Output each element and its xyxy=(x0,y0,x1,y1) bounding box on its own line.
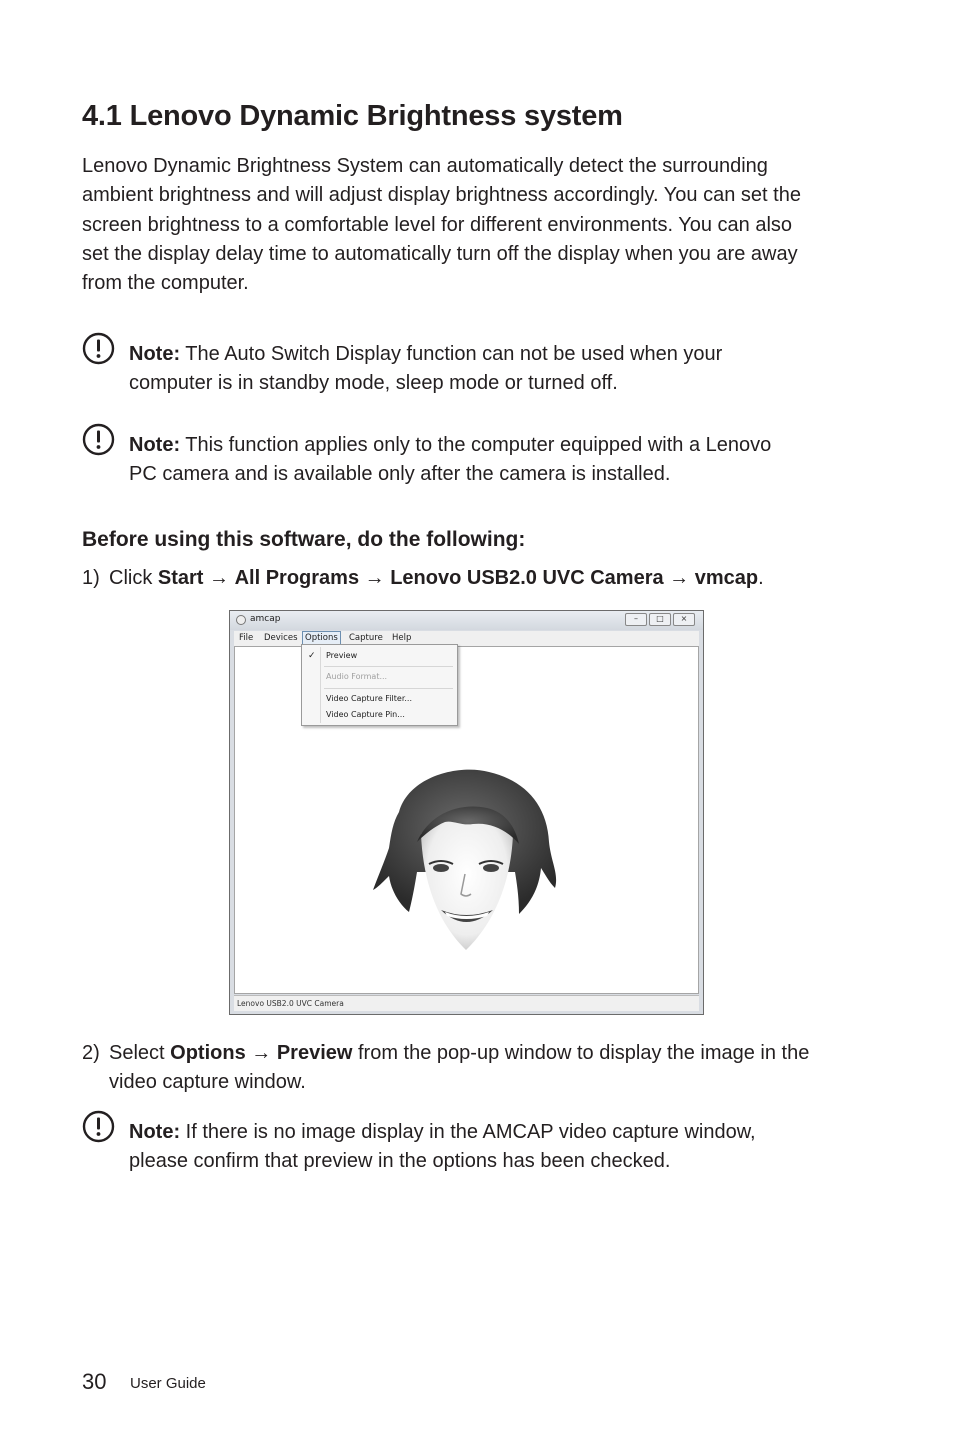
menu-devices: Devices xyxy=(264,633,298,643)
attention-icon xyxy=(82,1110,115,1143)
note-text: Note: The Auto Switch Display function can not be used when your computer is in standby mode, sleep mode or turned off. xyxy=(129,343,723,394)
note-label: Note: xyxy=(129,1121,181,1143)
step-text: Select Options → Preview from the pop-up window to display the image in the video capture window. xyxy=(109,1042,810,1093)
dropdown-item-video-capture-filter: Video Capture Filter... xyxy=(326,694,413,703)
menu-capture: Capture xyxy=(349,633,383,643)
footer-label: User Guide xyxy=(130,1375,206,1392)
menu-help: Help xyxy=(392,633,412,643)
intro-line: ambient brightness and will adjust display brightness accordingly. You can set the xyxy=(82,184,801,207)
note-text: Note: This function applies only to the computer equipped with a Lenovo PC camera and is available only after the camera is installed. xyxy=(129,434,772,485)
check-icon: ✓ xyxy=(308,651,316,661)
dropdown-item-preview: Preview xyxy=(326,651,358,660)
attention-icon xyxy=(82,423,115,456)
close-button: × xyxy=(673,613,695,626)
note-label: Note: xyxy=(129,343,181,365)
menu-file: File xyxy=(239,633,254,643)
maximize-button: □ xyxy=(649,613,671,626)
options-dropdown xyxy=(301,644,458,726)
step-number: 2) xyxy=(82,1042,100,1064)
amcap-app-icon xyxy=(236,615,246,625)
note-auto-switch xyxy=(82,332,872,394)
window-title: amcap xyxy=(250,614,281,624)
dropdown-item-video-capture-pin: Video Capture Pin... xyxy=(326,710,405,719)
section-title: 4.1 Lenovo Dynamic Brightness system xyxy=(82,100,623,132)
note-label: Note: xyxy=(129,434,181,456)
intro-line: Lenovo Dynamic Brightness System can automatically detect the surrounding xyxy=(82,155,768,177)
window-titlebar xyxy=(230,611,703,630)
minimize-button: – xyxy=(625,613,647,626)
menu-options: Options xyxy=(302,631,341,645)
before-using-heading: Before using this software, do the following: xyxy=(82,528,526,551)
note-preview-check xyxy=(82,1110,872,1172)
status-text: Lenovo USB2.0 UVC Camera xyxy=(237,999,344,1008)
intro-paragraph xyxy=(82,152,872,298)
face-illustration xyxy=(369,764,563,956)
step-number: 1) xyxy=(82,567,100,589)
dropdown-item-audio-format: Audio Format... xyxy=(326,672,388,681)
intro-line: from the computer. xyxy=(82,272,249,295)
step-text: Click Start → All Programs → Lenovo USB2.0 UVC Camera → vmcap. xyxy=(109,567,764,589)
note-text: Note: If there is no image display in the AMCAP video capture window, please confirm that preview in the options has been checked. xyxy=(129,1121,756,1172)
window-statusbar xyxy=(234,995,699,1011)
attention-icon xyxy=(82,332,115,365)
intro-line: screen brightness to a comfortable level for different environments. You can also xyxy=(82,213,793,236)
page-number: 30 xyxy=(82,1369,107,1394)
note-camera-required xyxy=(82,423,872,485)
intro-line: set the display delay time to automatically turn off the display when you are away xyxy=(82,242,798,265)
